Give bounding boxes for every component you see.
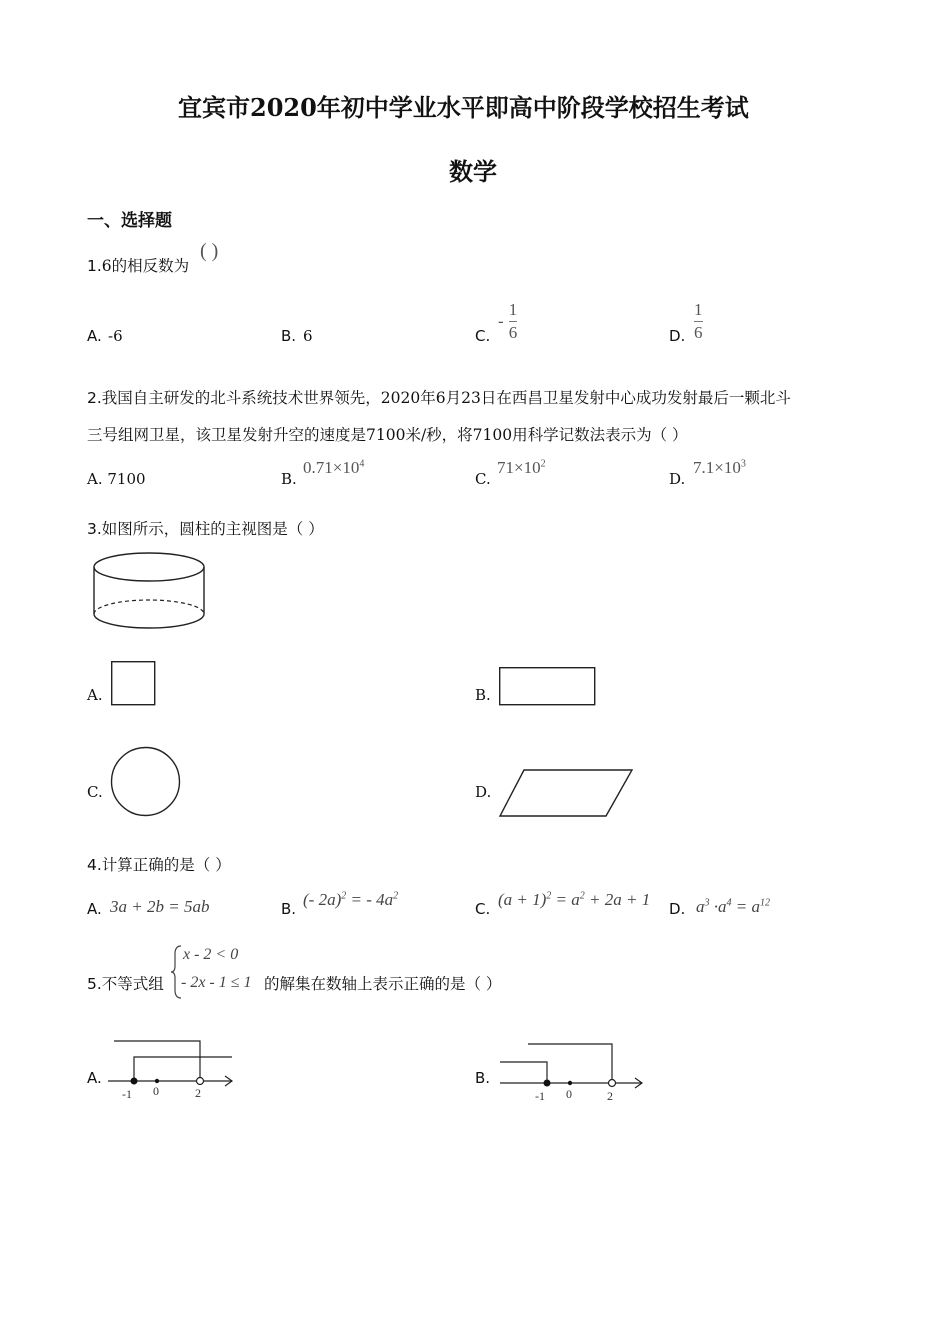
lhs: (a + 1): [498, 890, 547, 909]
question-number: 3.: [87, 520, 102, 538]
option-c-circle: [110, 746, 182, 818]
exponent: 4: [359, 458, 365, 470]
option-b-value: 6: [303, 327, 313, 345]
solution-bracket-1: [114, 1041, 200, 1081]
option-a-square: [111, 661, 157, 707]
exponent: 12: [759, 897, 770, 909]
tick-label: -1: [122, 1087, 132, 1101]
option-c-label: C.: [475, 900, 491, 918]
exponent: 2: [393, 890, 399, 902]
question-5-post: 的解集在数轴上表示正确的是（ ）: [264, 975, 502, 993]
question-number: 4.: [87, 856, 102, 874]
question-text: 6的相反数为: [101, 257, 190, 275]
option-d-label: D.: [669, 900, 686, 918]
option-c-expression: [498, 890, 650, 910]
tick-label: -1: [535, 1089, 545, 1103]
tick-label: 2: [195, 1086, 201, 1100]
option-a: [87, 470, 146, 488]
option-d-label: D.: [669, 470, 686, 488]
tick-label: 2: [607, 1089, 613, 1103]
option-value: 7100: [107, 470, 146, 488]
option-a-label: A.: [87, 1069, 102, 1087]
exponent: 2: [579, 890, 585, 902]
result: = a: [731, 897, 760, 916]
inequality-1: x - 2 < 0: [183, 946, 239, 963]
cylinder-figure: [90, 550, 210, 635]
option-b-rectangle: [499, 667, 597, 707]
option-a-label: A.: [87, 327, 102, 345]
cylinder-bottom-hidden: [94, 600, 204, 614]
option-b-value: [303, 458, 364, 478]
question-number: 1.: [87, 257, 102, 275]
answer-parentheses: ( ): [200, 240, 219, 262]
solution-bracket-1: [500, 1062, 547, 1083]
option-b-label: B.: [475, 686, 491, 704]
question-text: 我国自主研发的北斗系统技术世界领先，2020年6月23日在西昌卫星发射中心成功发射最后一颗北斗: [101, 389, 791, 407]
cylinder-bottom-front: [94, 614, 204, 628]
option-b-label: B.: [281, 470, 297, 488]
option-d-fraction: [694, 301, 703, 342]
question-2-line-2: 三号组网卫星，该卫星发射升空的速度是7100米/秒，将7100用科学记数法表示为（ ）: [87, 426, 688, 444]
base: ·a: [709, 897, 727, 916]
option-d-label: D.: [475, 783, 492, 801]
closed-point: [544, 1080, 551, 1087]
option-c-fraction: [498, 301, 517, 342]
exponent: 3: [740, 458, 746, 470]
option-c-value: [497, 458, 546, 478]
base: 71×10: [497, 458, 541, 477]
option-b-number-line: [500, 1040, 650, 1102]
question-text: 不等式组: [101, 975, 164, 993]
question-4: [87, 853, 231, 875]
fraction: [694, 301, 703, 342]
option-c-label: C.: [87, 783, 103, 801]
rhs: = a: [551, 890, 580, 909]
option-c-label: C.: [475, 327, 491, 345]
inequality-2: - 2x - 1 ≤ 1: [181, 974, 252, 991]
exponent: 4: [726, 897, 732, 909]
rhs: = - 4a: [346, 890, 394, 909]
question-3: [87, 517, 324, 539]
option-a-value: -6: [108, 327, 123, 345]
question-2-line-1: [87, 386, 791, 408]
section-heading: 一、选择题: [87, 211, 172, 231]
option-label: A.: [87, 470, 103, 488]
numerator: 1: [508, 300, 518, 319]
tick-point: [568, 1081, 572, 1085]
tick-point: [155, 1079, 159, 1083]
minus-sign: -: [498, 311, 504, 331]
option-a-label: A.: [87, 686, 103, 704]
base: 0.71×10: [303, 458, 360, 477]
solution-bracket-2: [134, 1057, 232, 1081]
denominator: 6: [694, 323, 703, 342]
lhs: (- 2a): [303, 890, 342, 909]
question-5-pre: [87, 972, 164, 994]
tick-label: 0: [153, 1084, 159, 1098]
question-number: 2.: [87, 389, 102, 407]
option-a-label: A.: [87, 900, 102, 918]
option-b-expression: [303, 890, 398, 910]
option-c-label: C.: [475, 470, 491, 488]
exponent: 3: [704, 897, 710, 909]
base: 7.1×10: [693, 458, 741, 477]
option-b-label: B.: [475, 1069, 491, 1087]
option-d-expression: [696, 897, 770, 917]
exponent: 2: [546, 890, 552, 902]
option-d-parallelogram: [499, 769, 635, 819]
exponent: 2: [540, 458, 546, 470]
question-1: [87, 254, 189, 276]
open-point: [609, 1080, 616, 1087]
option-b-label: B.: [281, 900, 297, 918]
exponent: 2: [341, 890, 347, 902]
rhs-rest: + 2a + 1: [584, 890, 651, 909]
tick-label: 0: [566, 1087, 572, 1101]
option-a-number-line: [108, 1038, 238, 1100]
option-d-value: [693, 458, 746, 478]
numerator: 1: [694, 300, 703, 319]
question-text: 计算正确的是（ ）: [101, 856, 231, 874]
open-point: [197, 1078, 204, 1085]
exam-title: 宜宾市2020年初中学业水平即高中阶段学校招生考试: [178, 93, 749, 122]
option-d-label: D.: [669, 327, 686, 345]
option-a-expression: 3a + 2b = 5ab: [110, 897, 210, 916]
solution-bracket-2: [528, 1044, 612, 1083]
option-b-label: B.: [281, 327, 297, 345]
question-number: 5.: [87, 975, 102, 993]
subject-title: 数学: [449, 157, 497, 186]
closed-point: [131, 1078, 138, 1085]
question-text: 如图所示，圆柱的主视图是（ ）: [101, 520, 324, 538]
cylinder-top: [94, 553, 204, 581]
fraction: [509, 301, 518, 342]
base: a: [696, 897, 705, 916]
denominator: 6: [508, 323, 518, 342]
